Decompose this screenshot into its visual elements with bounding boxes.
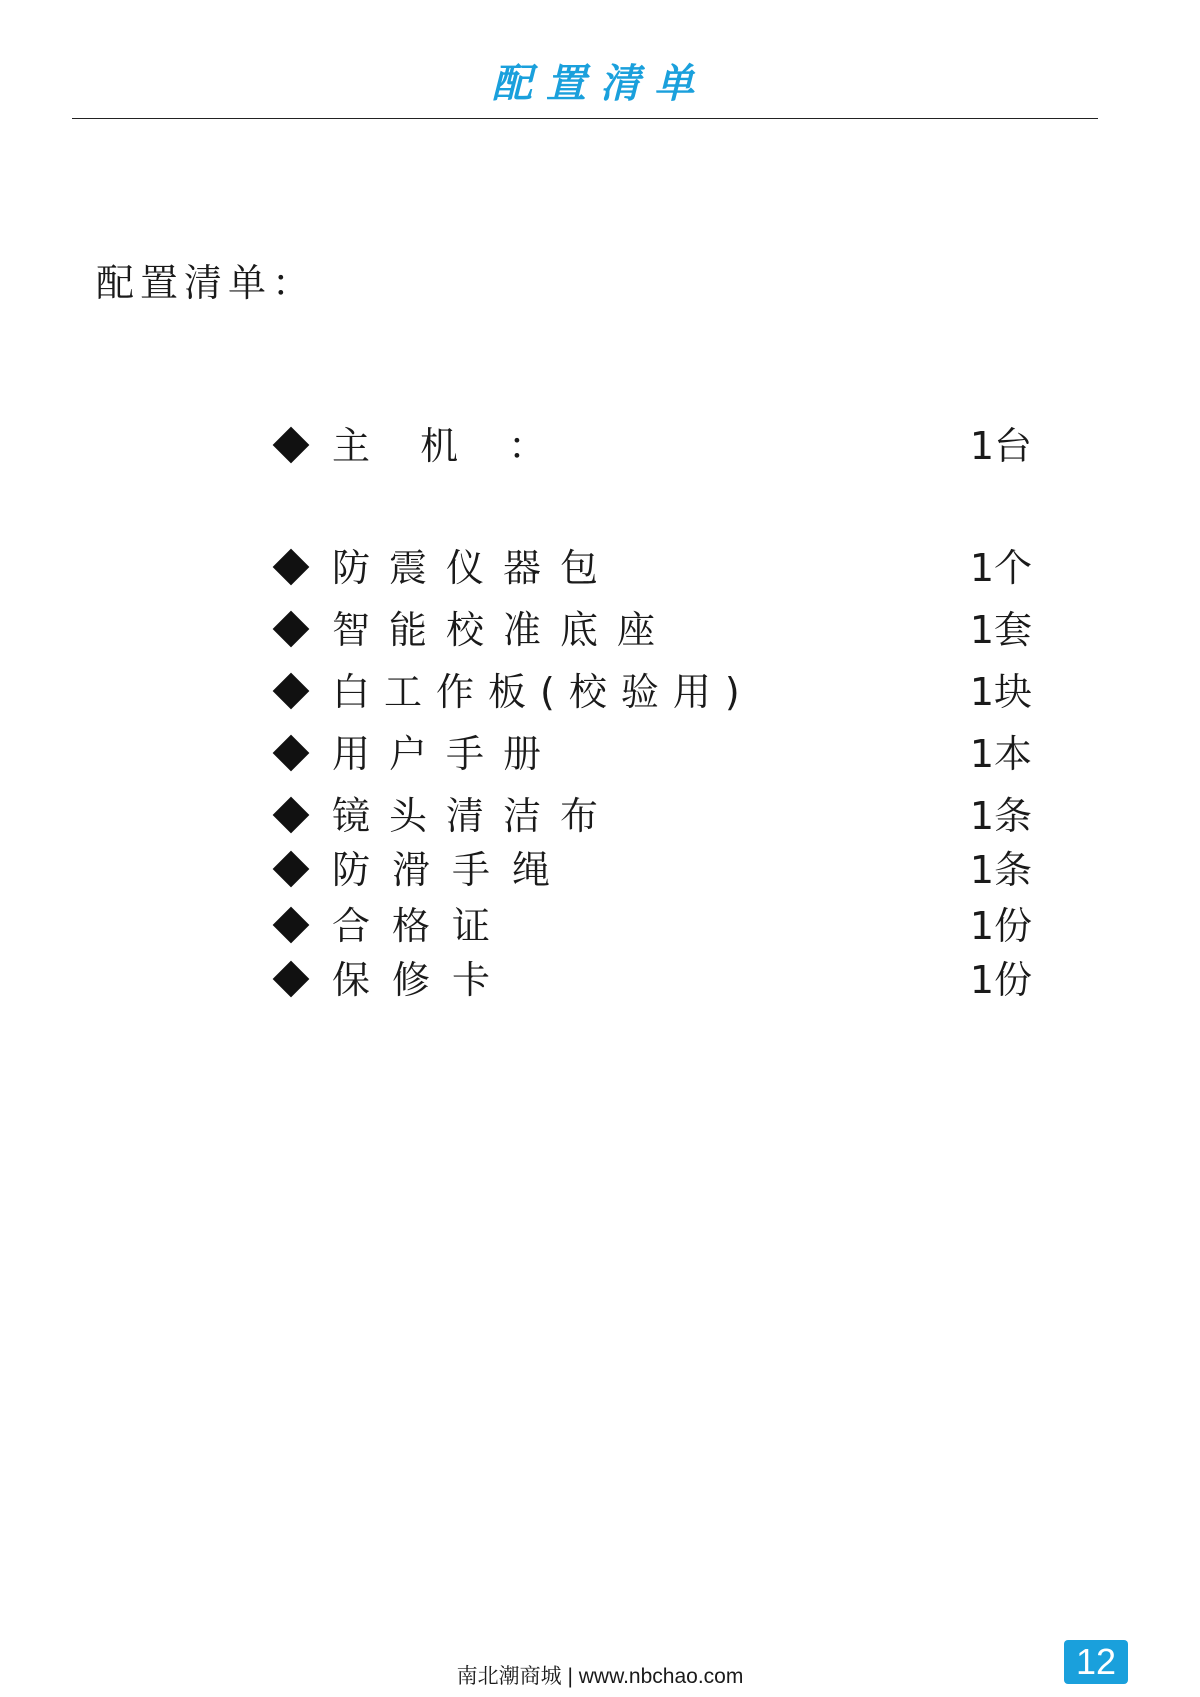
diamond-bullet-icon xyxy=(273,797,310,834)
diamond-bullet-icon xyxy=(273,961,310,998)
item-name: 保修卡 xyxy=(332,958,513,1002)
item-quantity: 1份 xyxy=(969,958,1032,1002)
diamond-bullet-icon xyxy=(273,549,310,586)
footer-site-credit: 南北潮商城 | www.nbchao.com xyxy=(456,1665,744,1688)
item-name: 合格证 xyxy=(332,904,513,948)
diamond-bullet-icon xyxy=(273,907,310,944)
diamond-bullet-icon xyxy=(273,611,310,648)
page-header-title: 配置清单 xyxy=(492,60,708,107)
item-quantity: 1台 xyxy=(969,424,1032,468)
item-name: 镜头清洁布 xyxy=(332,794,618,838)
item-quantity: 1条 xyxy=(969,848,1032,892)
section-heading: 配置清单： xyxy=(96,261,317,305)
item-name: 防滑手绳 xyxy=(332,848,573,892)
list-item xyxy=(272,664,1032,720)
list-item xyxy=(272,898,1032,954)
page-number-badge: 12 xyxy=(1064,1640,1128,1684)
list-item xyxy=(272,540,1032,596)
list-item xyxy=(272,418,1032,474)
diamond-bullet-icon xyxy=(273,427,310,464)
list-item xyxy=(272,726,1032,782)
item-quantity: 1份 xyxy=(969,904,1032,948)
item-name: 白工作板(校验用) xyxy=(332,670,754,714)
list-item xyxy=(272,952,1032,1008)
item-name: 主 机 ： xyxy=(332,424,566,468)
item-name: 防震仪器包 xyxy=(332,546,618,590)
item-quantity: 1套 xyxy=(969,608,1032,652)
item-name: 智能校准底座 xyxy=(332,608,675,652)
item-name: 用户手册 xyxy=(332,732,561,776)
diamond-bullet-icon xyxy=(273,851,310,888)
diamond-bullet-icon xyxy=(273,735,310,772)
list-item xyxy=(272,842,1032,898)
list-item xyxy=(272,788,1032,844)
diamond-bullet-icon xyxy=(273,673,310,710)
item-quantity: 1本 xyxy=(969,732,1032,776)
item-quantity: 1块 xyxy=(969,670,1032,714)
list-item xyxy=(272,602,1032,658)
item-quantity: 1条 xyxy=(969,794,1032,838)
header-divider xyxy=(72,118,1098,119)
item-quantity: 1个 xyxy=(969,546,1032,590)
